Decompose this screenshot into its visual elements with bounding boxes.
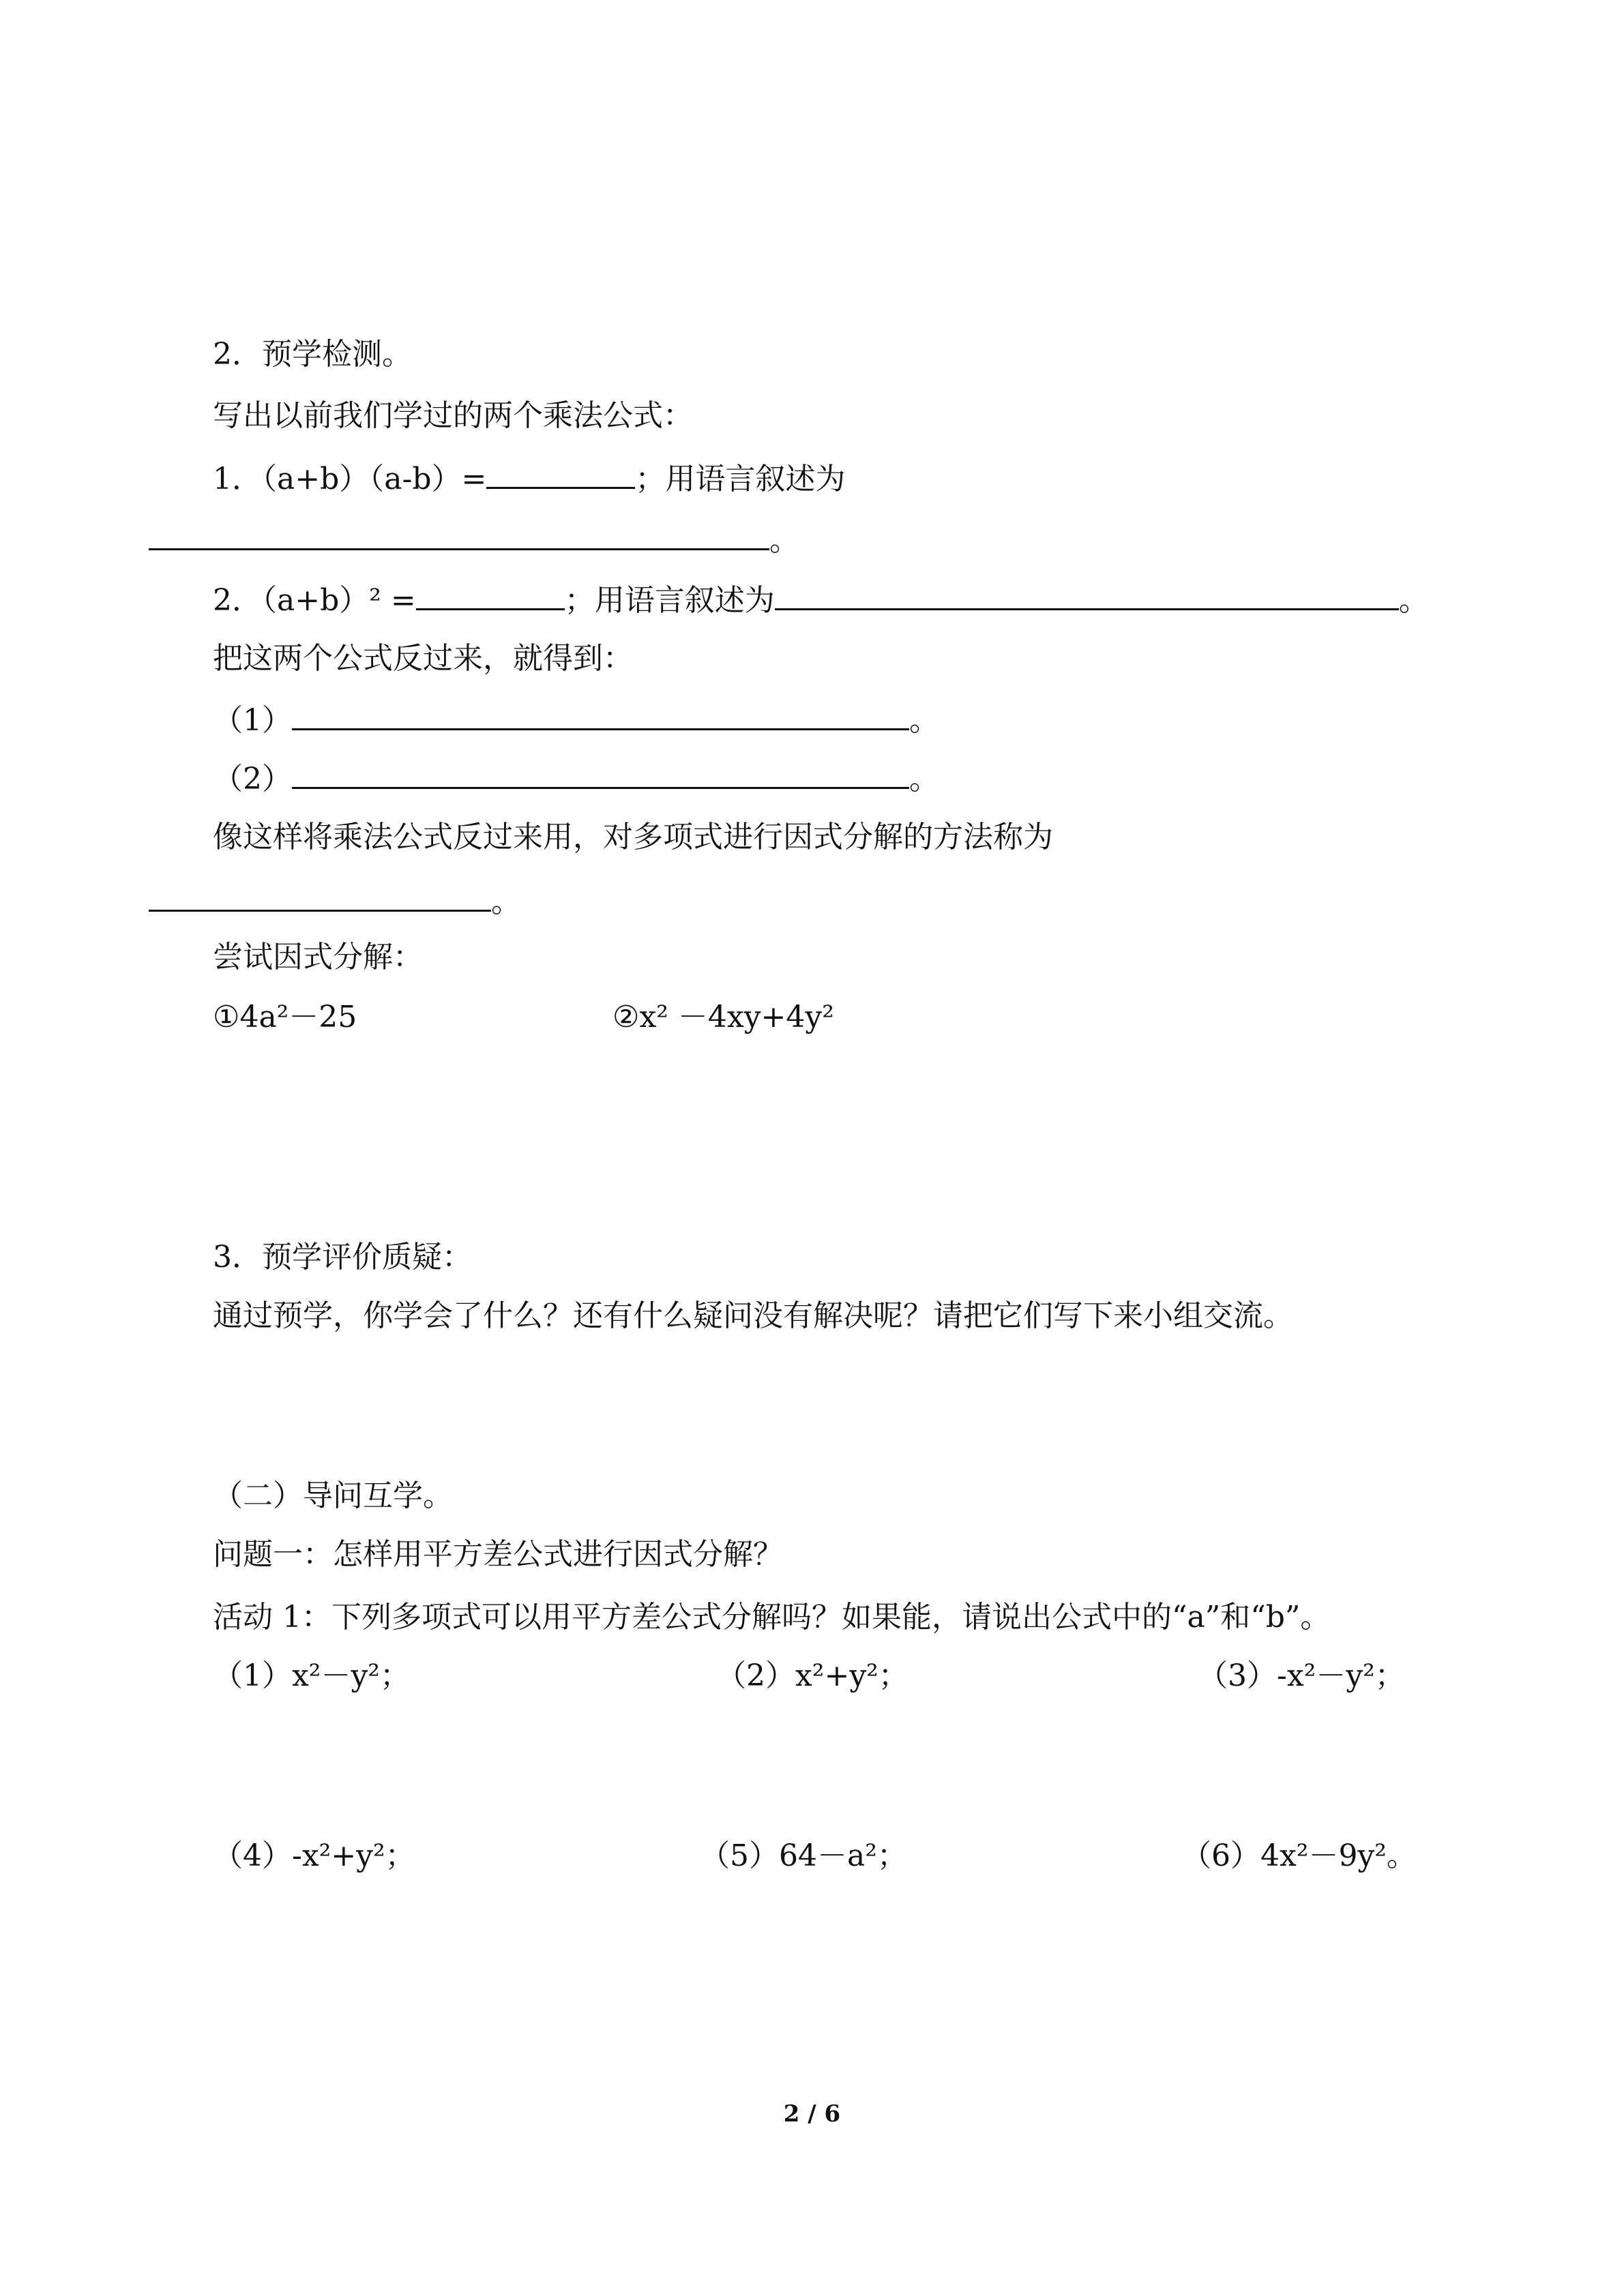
formula1-line — [213, 457, 845, 500]
method-end: 。 — [491, 884, 521, 919]
activity-item-1: （1）x²－y²； — [213, 1658, 410, 1693]
activity-item-4: （4）-x²+y²； — [213, 1838, 415, 1873]
reverse-item-1-label: （1） — [213, 703, 292, 738]
reverse-item-2-end: 。 — [909, 762, 939, 796]
formula2-description-blank[interactable] — [775, 578, 1399, 610]
activity-item-6: （6）4x²－9y²。 — [1181, 1838, 1417, 1873]
formula1-description-line — [149, 518, 799, 561]
reverse-intro: 把这两个公式反过来，就得到： — [213, 641, 633, 676]
section3-text: 通过预学，你学会了什么？还有什么疑问没有解决呢？请把它们写下来小组交流。 — [213, 1298, 1293, 1333]
activity-item-5: （5）64－a²； — [700, 1838, 907, 1873]
reverse-item-2-blank[interactable] — [292, 757, 909, 789]
page-number: 2 / 6 — [783, 2100, 841, 2128]
formula1-prefix: 1．（a+b）（a-b）= — [213, 462, 487, 496]
formula1-mid: ；用语言叙述为 — [635, 462, 846, 496]
reverse-item-1 — [213, 698, 939, 741]
activity1: 活动 1：下列多项式可以用平方差公式分解吗？如果能，请说出公式中的“a”和“b”。 — [213, 1600, 1331, 1635]
try-item-1: ①4a²－25 — [213, 1000, 357, 1034]
formula2-answer-blank[interactable] — [416, 578, 565, 610]
section2-heading: 2．预学检测。 — [213, 337, 412, 372]
reverse-item-2 — [213, 757, 939, 800]
formula1-answer-blank[interactable] — [486, 457, 635, 489]
question1: 问题一：怎样用平方差公式进行因式分解？ — [213, 1537, 783, 1572]
formula2-prefix: 2．（a+b）² = — [213, 583, 416, 618]
try-heading: 尝试因式分解： — [213, 940, 423, 974]
section3-heading: 3．预学评价质疑： — [213, 1240, 472, 1274]
method-answer-line — [149, 880, 521, 923]
reverse-item-1-blank[interactable] — [292, 698, 909, 730]
part2-heading: （二）导问互学。 — [213, 1478, 453, 1513]
formula2-mid: ；用语言叙述为 — [564, 583, 775, 618]
method-answer-blank[interactable] — [149, 880, 491, 912]
formula1-end: 。 — [769, 523, 799, 558]
method-text: 像这样将乘法公式反过来用，对多项式进行因式分解的方法称为 — [213, 820, 1053, 854]
activity-item-3: （3）-x²－y²； — [1198, 1658, 1405, 1693]
try-item-2: ②x² －4xy+4y² — [612, 1000, 834, 1034]
reverse-item-1-end: 。 — [909, 703, 939, 738]
reverse-item-2-label: （2） — [213, 762, 292, 796]
formula2-end: 。 — [1398, 583, 1429, 618]
section2-intro: 写出以前我们学过的两个乘法公式： — [213, 398, 693, 433]
formula2-line — [213, 578, 1429, 621]
formula1-description-blank[interactable] — [149, 518, 769, 550]
activity-item-2: （2）x²+y²； — [716, 1658, 909, 1693]
